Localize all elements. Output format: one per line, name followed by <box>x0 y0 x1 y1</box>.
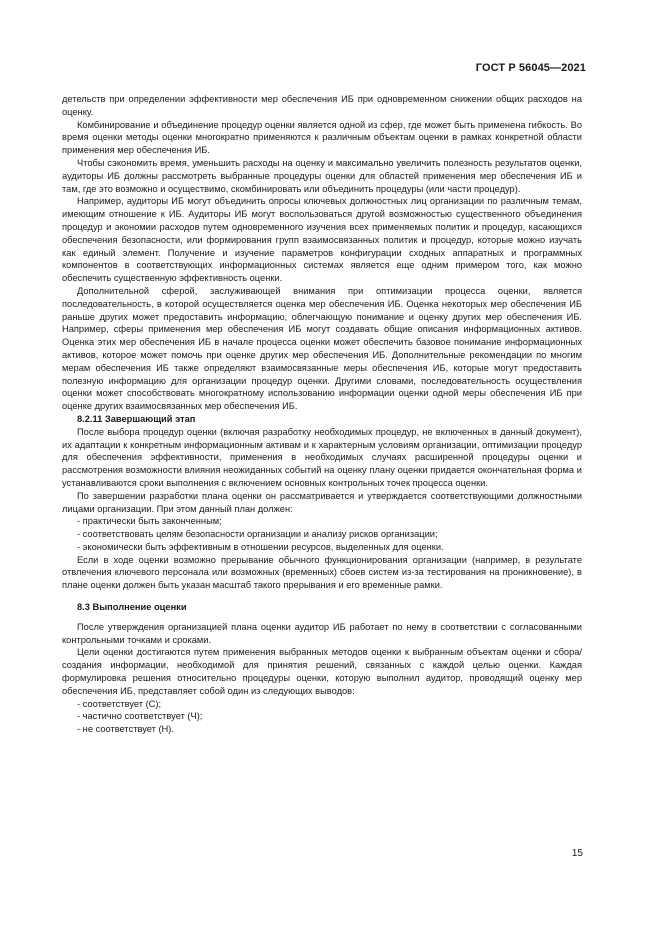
paragraph: Чтобы сэкономить время, уменьшить расходы на оценку и максимально увеличить полезность результатов оценки, аудиторы ИБ должны рассмотреть выбранные процедуры оценки для областей применения мер обеспечения ИБ и там, где это возможно и осуществимо, скомбинировать или объединить процедуры (или части процедур). <box>62 157 582 194</box>
section-heading-8-2-11: 8.2.11 Завершающий этап <box>77 413 196 424</box>
page-number: 15 <box>571 848 583 859</box>
paragraph: После утверждения организацией плана оценки аудитор ИБ работает по нему в соответствии с согласованными контрольными точками и сроками. <box>62 621 582 645</box>
paragraph: По завершении разработки плана оценки он рассматривается и утверждается соответствующими должностными лицами организации. При этом данный план должен: <box>62 490 582 514</box>
list-item: - соответствует (С); <box>77 698 162 709</box>
list-item: - соответствовать целям безопасности организации и анализу рисков организации; <box>77 529 438 540</box>
list-item: - практически быть законченным; <box>77 516 222 527</box>
list-item: - не соответствует (Н). <box>77 724 174 735</box>
paragraph: Если в ходе оценки возможно прерывание обычного функционирования организации (например, в результате отвлечения ключевого персонала или возможных (временных) сбоев систем из-за тестирования на проникновение), в плане оценки должен быть указан масштаб такого прерывания и его временные рамки. <box>62 554 582 591</box>
paragraph: Дополнительной сферой, заслуживающей внимания при оптимизации процесса оценки, является последовательность, в которой осуществляется оценка мер обеспечения ИБ. Оценка некоторых мер обеспечения ИБ раньше других может предоставить информацию, облегчающую понимание и оценку других мер обеспечения ИБ. Например, сферы применения мер обеспечения ИБ могут создавать общие описания информационных активов. Оценка этих мер обеспечения ИБ в начале процесса оценки может обеспечить базовое понимание информационных активов, которое может помочь при оценке других мер обеспечения ИБ. Дополнительные рекомендации по многим мерам обеспечения ИБ также определяют взаимосвязанные меры обеспечения ИБ, которые могут предоставить полезную информацию для организации процедур оценки. Другими словами, последовательность осуществления оценки может способствовать многократному использованию информации оценки одной меры обеспечения ИБ при оценке других взаимосвязанных мер обеспечения ИБ. <box>62 285 582 412</box>
paragraph: Цели оценки достигаются путем применения выбранных методов оценки к выбранным объектам оценки и сбора/создания информации, необходимой для принятия решений, связанных с каждой целью оценки. Каждая формулировка решения относительно процедуры оценки, которую выполнил аудитор, проводящий оценку мер обеспечения ИБ, представляет собой один из следующих выводов: <box>62 647 582 696</box>
list-item: - экономически быть эффективным в отношении ресурсов, выделенных для оценки. <box>77 541 444 552</box>
list-item: - частично соответствует (Ч); <box>77 711 203 722</box>
paragraph: Например, аудиторы ИБ могут объединить опросы ключевых должностных лиц организации по различным темам, имеющим отношение к ИБ. Аудиторы ИБ могут воспользоваться другой возможностью существенного объединения процедур и экономии расходов путем одновременного изучения всех применяемых политик и процедур, касающихся обеспечения безопасности, или формирования групп взаимосвязанных политик и процедур, которые можно изучать как единый элемент. Получение и изучение параметров конфигурации сходных аппаратных и программных компонентов в соответствующих информационных системах является еще одним примером того, как можно обеспечить существенную эффективность оценки. <box>62 196 582 284</box>
paragraph: детельств при определении эффективности мер обеспечения ИБ при одновременном снижении общих расходов на оценку. <box>62 94 582 117</box>
standard-header: ГОСТ Р 56045—2021 <box>475 62 586 74</box>
paragraph: После выбора процедур оценки (включая разработку необходимых процедур, не включенных в данный документ), их адаптации к конкретным информационным активам и к характерным условиям организации, оптимизации процедур для обеспечения эффективности, применения в необходимых случаях расширенной процедуры оценки и рассмотрения возможности влияния неожиданных событий на оценку плану оценки придается окончательная форма и устанавливаются сроки выполнения с включением основных контрольных точек процесса оценки. <box>62 426 582 488</box>
section-heading-8-3: 8.3 Выполнение оценки <box>77 602 187 613</box>
paragraph: Комбинирование и объединение процедур оценки является одной из сфер, где может быть применена гибкость. Во время оценки методы оценки многократно применяются к различным объектам оценки в рамках конкретной области применения мер обеспечения ИБ. <box>62 119 582 156</box>
document-body <box>62 93 582 736</box>
